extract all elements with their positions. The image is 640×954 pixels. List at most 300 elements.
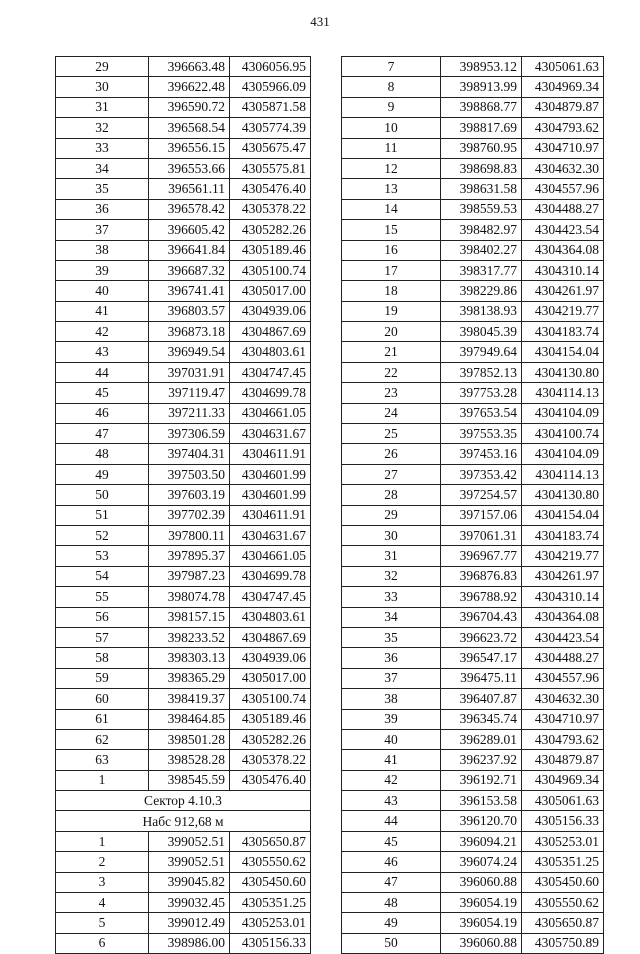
coordinate-y: 4305750.89	[522, 933, 604, 953]
table-row	[342, 118, 604, 138]
table-row	[342, 179, 604, 199]
coordinate-x: 396237.92	[441, 750, 522, 770]
point-number: 40	[56, 281, 149, 301]
coordinate-x: 398528.28	[149, 750, 230, 770]
point-number: 15	[342, 220, 441, 240]
coordinate-x: 398045.39	[441, 322, 522, 342]
point-number: 2	[56, 852, 149, 872]
coordinate-y: 4304364.08	[522, 240, 604, 260]
coordinate-x: 398157.15	[149, 607, 230, 627]
point-number: 25	[342, 424, 441, 444]
coordinate-y: 4305156.33	[230, 933, 311, 953]
coordinate-x: 396054.19	[441, 893, 522, 913]
point-number: 58	[56, 648, 149, 668]
point-number: 4	[56, 893, 149, 913]
table-row	[56, 627, 311, 647]
coordinate-y: 4304183.74	[522, 322, 604, 342]
coordinate-x: 396192.71	[441, 770, 522, 790]
coordinate-x: 398631.58	[441, 179, 522, 199]
coordinate-y: 4305650.87	[230, 831, 311, 851]
coordinate-y: 4304631.67	[230, 525, 311, 545]
point-number: 50	[342, 933, 441, 953]
point-number: 47	[342, 872, 441, 892]
point-number: 33	[56, 138, 149, 158]
coordinate-y: 4304601.99	[230, 464, 311, 484]
coordinate-x: 396060.88	[441, 933, 522, 953]
coordinate-x: 396345.74	[441, 709, 522, 729]
table-row	[56, 525, 311, 545]
coordinate-y: 4304130.80	[522, 362, 604, 382]
coordinate-x: 396663.48	[149, 57, 230, 77]
table-row	[56, 444, 311, 464]
table-row	[56, 362, 311, 382]
coordinate-x: 398698.83	[441, 158, 522, 178]
point-number: 28	[342, 485, 441, 505]
point-number: 36	[56, 199, 149, 219]
coordinate-y: 4305966.09	[230, 77, 311, 97]
coordinate-y: 4305017.00	[230, 281, 311, 301]
coordinate-x: 398303.13	[149, 648, 230, 668]
coordinate-y: 4305282.26	[230, 729, 311, 749]
coordinate-x: 396153.58	[441, 791, 522, 811]
coordinate-y: 4304611.91	[230, 444, 311, 464]
coordinate-x: 396578.42	[149, 199, 230, 219]
table-row	[56, 729, 311, 749]
table-row	[56, 118, 311, 138]
point-number: 43	[342, 791, 441, 811]
coordinate-x: 396074.24	[441, 852, 522, 872]
coordinate-x: 398482.97	[441, 220, 522, 240]
coordinate-x: 398229.86	[441, 281, 522, 301]
coordinate-x: 397852.13	[441, 362, 522, 382]
page-number: 431	[310, 14, 330, 29]
table-row	[342, 791, 604, 811]
table-row	[342, 424, 604, 444]
table-row	[342, 444, 604, 464]
coordinate-y: 4304793.62	[522, 118, 604, 138]
point-number: 31	[342, 546, 441, 566]
table-row	[342, 893, 604, 913]
coordinate-x: 396289.01	[441, 729, 522, 749]
coordinate-x: 396788.92	[441, 587, 522, 607]
point-number: 51	[56, 505, 149, 525]
table-row	[342, 729, 604, 749]
coordinate-x: 397211.33	[149, 403, 230, 423]
point-number: 49	[56, 464, 149, 484]
table-row	[342, 322, 604, 342]
point-number: 38	[342, 689, 441, 709]
table-row	[342, 260, 604, 280]
coordinate-y: 4304867.69	[230, 627, 311, 647]
section-title: Сектор 4.10.3	[56, 791, 311, 811]
point-number: 20	[342, 322, 441, 342]
table-row	[342, 852, 604, 872]
coordinate-x: 396623.72	[441, 627, 522, 647]
coordinate-y: 4305378.22	[230, 750, 311, 770]
coordinate-y: 4304423.54	[522, 220, 604, 240]
coordinate-y: 4304100.74	[522, 424, 604, 444]
coordinate-y: 4305550.62	[522, 893, 604, 913]
table-row	[342, 750, 604, 770]
coordinate-x: 398817.69	[441, 118, 522, 138]
point-number: 18	[342, 281, 441, 301]
coordinate-y: 4304661.05	[230, 546, 311, 566]
point-number: 44	[342, 811, 441, 831]
coordinate-y: 4305476.40	[230, 770, 311, 790]
coordinate-x: 398868.77	[441, 97, 522, 117]
coordinate-x: 398986.00	[149, 933, 230, 953]
point-number: 31	[56, 97, 149, 117]
table-row	[342, 403, 604, 423]
coordinate-y: 4306056.95	[230, 57, 311, 77]
coordinate-x: 398545.59	[149, 770, 230, 790]
table-row	[342, 587, 604, 607]
point-number: 34	[56, 158, 149, 178]
coordinate-y: 4304699.78	[230, 566, 311, 586]
table-row	[342, 362, 604, 382]
table-row	[342, 566, 604, 586]
coordinate-x: 396054.19	[441, 913, 522, 933]
table-row	[56, 933, 311, 953]
point-number: 60	[56, 689, 149, 709]
point-number: 59	[56, 668, 149, 688]
point-number: 50	[56, 485, 149, 505]
table-row	[342, 709, 604, 729]
coordinate-x: 396967.77	[441, 546, 522, 566]
coordinate-x: 398913.99	[441, 77, 522, 97]
coordinate-x: 397503.50	[149, 464, 230, 484]
coordinate-y: 4304710.97	[522, 138, 604, 158]
point-number: 12	[342, 158, 441, 178]
coordinate-y: 4304631.67	[230, 424, 311, 444]
coordinate-x: 399012.49	[149, 913, 230, 933]
coordinate-y: 4305450.60	[522, 872, 604, 892]
point-number: 41	[56, 301, 149, 321]
table-row	[56, 57, 311, 77]
coordinate-y: 4304310.14	[522, 260, 604, 280]
coordinate-y: 4304261.97	[522, 281, 604, 301]
table-row	[342, 546, 604, 566]
coordinate-y: 4304261.97	[522, 566, 604, 586]
point-number: 32	[56, 118, 149, 138]
point-number: 9	[342, 97, 441, 117]
coordinate-x: 398760.95	[441, 138, 522, 158]
coordinate-x: 396568.54	[149, 118, 230, 138]
table-row	[56, 158, 311, 178]
table-row	[342, 57, 604, 77]
coordinate-y: 4304423.54	[522, 627, 604, 647]
coordinate-x: 397119.47	[149, 383, 230, 403]
coordinate-x: 397353.42	[441, 464, 522, 484]
point-number: 42	[56, 322, 149, 342]
coordinate-y: 4305253.01	[230, 913, 311, 933]
point-number: 55	[56, 587, 149, 607]
point-number: 40	[342, 729, 441, 749]
table-row	[56, 301, 311, 321]
coordinate-y: 4304747.45	[230, 587, 311, 607]
point-number: 49	[342, 913, 441, 933]
coordinate-y: 4304969.34	[522, 770, 604, 790]
coordinate-y: 4304154.04	[522, 505, 604, 525]
coordinate-y: 4304114.13	[522, 383, 604, 403]
table-row	[56, 240, 311, 260]
point-number: 22	[342, 362, 441, 382]
coordinate-y: 4304867.69	[230, 322, 311, 342]
coordinates-table-right	[341, 56, 604, 954]
point-number: 17	[342, 260, 441, 280]
table-row	[56, 260, 311, 280]
coordinate-x: 396553.66	[149, 158, 230, 178]
coordinate-y: 4304488.27	[522, 648, 604, 668]
point-number: 14	[342, 199, 441, 219]
table-row	[56, 424, 311, 444]
table-row	[56, 77, 311, 97]
coordinate-y: 4305100.74	[230, 260, 311, 280]
coordinate-y: 4304661.05	[230, 403, 311, 423]
point-number: 35	[56, 179, 149, 199]
coordinate-x: 397404.31	[149, 444, 230, 464]
point-number: 35	[342, 627, 441, 647]
coordinate-y: 4304557.96	[522, 668, 604, 688]
point-number: 11	[342, 138, 441, 158]
coordinate-x: 397603.19	[149, 485, 230, 505]
point-number: 39	[342, 709, 441, 729]
table-row	[56, 485, 311, 505]
section-title-row	[56, 791, 311, 811]
point-number: 27	[342, 464, 441, 484]
point-number: 10	[342, 118, 441, 138]
coordinate-x: 396060.88	[441, 872, 522, 892]
coordinate-x: 398419.37	[149, 689, 230, 709]
point-number: 24	[342, 403, 441, 423]
coordinate-x: 397987.23	[149, 566, 230, 586]
coordinate-x: 397553.35	[441, 424, 522, 444]
table-row	[56, 689, 311, 709]
point-number: 34	[342, 607, 441, 627]
coordinate-y: 4304601.99	[230, 485, 311, 505]
table-row	[342, 770, 604, 790]
coordinate-x: 399052.51	[149, 852, 230, 872]
coordinate-y: 4305061.63	[522, 57, 604, 77]
section-depth: Набс 912,68 м	[56, 811, 311, 831]
coordinate-y: 4305476.40	[230, 179, 311, 199]
coordinate-x: 397453.16	[441, 444, 522, 464]
coordinate-x: 396094.21	[441, 831, 522, 851]
coordinate-y: 4304939.06	[230, 301, 311, 321]
table-row	[342, 648, 604, 668]
coordinate-y: 4304104.09	[522, 403, 604, 423]
coordinate-y: 4304939.06	[230, 648, 311, 668]
coordinate-y: 4305100.74	[230, 689, 311, 709]
coordinate-x: 396641.84	[149, 240, 230, 260]
coordinate-y: 4304114.13	[522, 464, 604, 484]
table-row	[56, 913, 311, 933]
section-depth-row	[56, 811, 311, 831]
coordinate-x: 396120.70	[441, 811, 522, 831]
coordinate-y: 4305675.47	[230, 138, 311, 158]
coordinate-y: 4305378.22	[230, 199, 311, 219]
point-number: 41	[342, 750, 441, 770]
coordinate-x: 396873.18	[149, 322, 230, 342]
coordinate-x: 397157.06	[441, 505, 522, 525]
point-number: 33	[342, 587, 441, 607]
table-row	[56, 220, 311, 240]
table-row	[56, 831, 311, 851]
coordinate-x: 397653.54	[441, 403, 522, 423]
table-row	[342, 281, 604, 301]
point-number: 37	[342, 668, 441, 688]
point-number: 53	[56, 546, 149, 566]
coordinate-x: 397949.64	[441, 342, 522, 362]
coordinate-y: 4305156.33	[522, 811, 604, 831]
point-number: 54	[56, 566, 149, 586]
coordinate-y: 4305189.46	[230, 709, 311, 729]
coordinate-x: 397254.57	[441, 485, 522, 505]
point-number: 29	[342, 505, 441, 525]
coordinate-y: 4304219.77	[522, 546, 604, 566]
table-row	[56, 893, 311, 913]
point-number: 44	[56, 362, 149, 382]
table-row	[56, 709, 311, 729]
coordinate-x: 399045.82	[149, 872, 230, 892]
coordinate-y: 4304632.30	[522, 158, 604, 178]
coordinate-x: 398074.78	[149, 587, 230, 607]
table-row	[56, 199, 311, 219]
table-row	[56, 505, 311, 525]
point-number: 56	[56, 607, 149, 627]
point-number: 1	[56, 770, 149, 790]
point-number: 42	[342, 770, 441, 790]
point-number: 13	[342, 179, 441, 199]
coordinate-x: 398953.12	[441, 57, 522, 77]
table-row	[56, 97, 311, 117]
table-row	[56, 770, 311, 790]
table-row	[342, 607, 604, 627]
point-number: 57	[56, 627, 149, 647]
coordinates-table-left	[55, 56, 311, 954]
point-number: 6	[56, 933, 149, 953]
point-number: 37	[56, 220, 149, 240]
coordinate-y: 4305871.58	[230, 97, 311, 117]
table-row	[342, 525, 604, 545]
point-number: 47	[56, 424, 149, 444]
coordinate-x: 396949.54	[149, 342, 230, 362]
coordinate-y: 4305550.62	[230, 852, 311, 872]
table-row	[342, 505, 604, 525]
coordinate-x: 397031.91	[149, 362, 230, 382]
coordinate-y: 4305189.46	[230, 240, 311, 260]
point-number: 39	[56, 260, 149, 280]
coordinate-x: 399032.45	[149, 893, 230, 913]
coordinate-x: 398233.52	[149, 627, 230, 647]
coordinate-x: 397753.28	[441, 383, 522, 403]
point-number: 26	[342, 444, 441, 464]
coordinate-x: 397800.11	[149, 525, 230, 545]
coordinate-x: 398464.85	[149, 709, 230, 729]
table-row	[342, 831, 604, 851]
coordinate-y: 4305575.81	[230, 158, 311, 178]
coordinate-y: 4304879.87	[522, 97, 604, 117]
table-row	[56, 566, 311, 586]
table-row	[342, 199, 604, 219]
coordinate-y: 4305351.25	[522, 852, 604, 872]
table-row	[56, 322, 311, 342]
coordinate-y: 4304793.62	[522, 729, 604, 749]
point-number: 5	[56, 913, 149, 933]
point-number: 63	[56, 750, 149, 770]
coordinate-y: 4304557.96	[522, 179, 604, 199]
coordinate-y: 4304699.78	[230, 383, 311, 403]
point-number: 45	[342, 831, 441, 851]
point-number: 3	[56, 872, 149, 892]
point-number: 29	[56, 57, 149, 77]
coordinate-x: 396556.15	[149, 138, 230, 158]
point-number: 46	[56, 403, 149, 423]
coordinate-x: 399052.51	[149, 831, 230, 851]
table-row	[56, 872, 311, 892]
table-row	[342, 872, 604, 892]
table-row	[342, 668, 604, 688]
coordinate-x: 398365.29	[149, 668, 230, 688]
coordinate-y: 4305650.87	[522, 913, 604, 933]
table-row	[342, 301, 604, 321]
point-number: 52	[56, 525, 149, 545]
coordinate-x: 396876.83	[441, 566, 522, 586]
coordinate-x: 396622.48	[149, 77, 230, 97]
table-row	[56, 587, 311, 607]
table-row	[56, 750, 311, 770]
table-row	[56, 648, 311, 668]
table-row	[342, 342, 604, 362]
table-row	[342, 138, 604, 158]
point-number: 21	[342, 342, 441, 362]
coordinate-y: 4305061.63	[522, 791, 604, 811]
coordinate-x: 397702.39	[149, 505, 230, 525]
coordinate-x: 396590.72	[149, 97, 230, 117]
table-row	[56, 464, 311, 484]
coordinate-y: 4304130.80	[522, 485, 604, 505]
coordinate-y: 4304219.77	[522, 301, 604, 321]
coordinate-y: 4305351.25	[230, 893, 311, 913]
coordinate-y: 4304969.34	[522, 77, 604, 97]
coordinate-y: 4305450.60	[230, 872, 311, 892]
coordinate-y: 4304747.45	[230, 362, 311, 382]
point-number: 16	[342, 240, 441, 260]
coordinate-x: 396605.42	[149, 220, 230, 240]
point-number: 1	[56, 831, 149, 851]
table-row	[342, 485, 604, 505]
coordinate-x: 396475.11	[441, 668, 522, 688]
coordinate-x: 397895.37	[149, 546, 230, 566]
point-number: 36	[342, 648, 441, 668]
point-number: 43	[56, 342, 149, 362]
point-number: 7	[342, 57, 441, 77]
coordinate-x: 398138.93	[441, 301, 522, 321]
coordinate-y: 4304488.27	[522, 199, 604, 219]
coordinate-y: 4304803.61	[230, 607, 311, 627]
table-row	[342, 689, 604, 709]
coordinate-x: 398559.53	[441, 199, 522, 219]
coordinate-y: 4304310.14	[522, 587, 604, 607]
coordinate-y: 4304154.04	[522, 342, 604, 362]
coordinate-x: 396687.32	[149, 260, 230, 280]
table-row	[56, 342, 311, 362]
table-row	[342, 464, 604, 484]
point-number: 30	[342, 525, 441, 545]
table-row	[342, 913, 604, 933]
coordinate-y: 4304803.61	[230, 342, 311, 362]
coordinate-x: 398402.27	[441, 240, 522, 260]
